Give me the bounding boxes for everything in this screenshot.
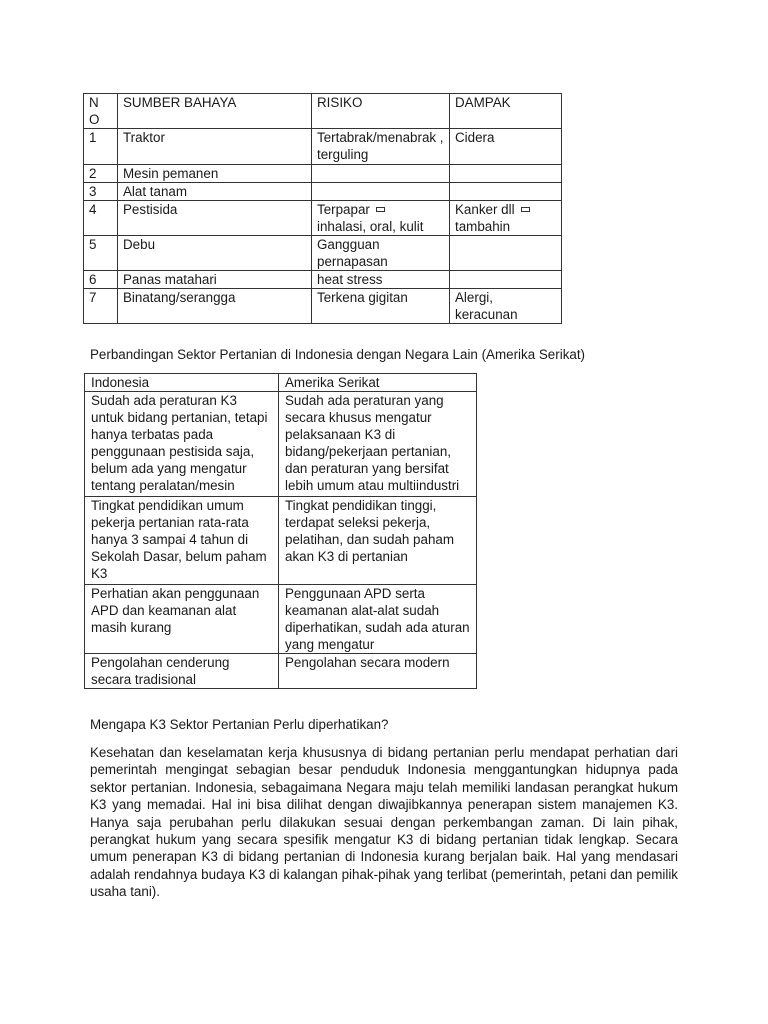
cell-text: Pengolahan secara modern [285, 655, 450, 670]
row-risk [312, 183, 450, 201]
comparison-caption: Perbandingan Sektor Pertanian di Indonesia dengan Negara Lain (Amerika Serikat) [90, 347, 586, 362]
cell-text: Sudah ada peraturan yang secara khusus mengatur pelaksanaan K3 di bidang/pekerjaan pertanian, dan peraturan yang bersifat lebih umum atau multiindustri [285, 393, 460, 493]
row-risk: Tertabrak/menabrak , terguling [312, 129, 450, 165]
cell-usa [279, 654, 477, 689]
row-source: Pestisida [118, 201, 312, 236]
row-source: Traktor [118, 129, 312, 165]
cell-indonesia [85, 392, 279, 497]
row-no: 2 [84, 165, 118, 183]
impact-line-1: Kanker dll [455, 202, 515, 217]
table-row [84, 236, 562, 271]
cell-text: Tingkat pendidikan umum pekerja pertanian rata-rata hanya 3 sampai 4 tahun di Sekolah Dasar, belum paham K3 [91, 498, 267, 581]
cell-text: Penggunaan APD serta keamanan alat-alat sudah diperhatikan, sudah ada aturan yang mengatur [285, 586, 470, 652]
table-row [84, 289, 562, 324]
row-source: Debu [118, 236, 312, 271]
row-risk: Terkena gigitan [312, 289, 450, 324]
cell-text: Sudah ada peraturan K3 untuk bidang pertanian, tetapi hanya terbatas pada penggunaan pestisida saja, belum ada yang mengatur tentang peralatan/mesin [91, 393, 268, 493]
risk-line-2: inhalasi, oral, kulit [317, 219, 424, 234]
row-no: 1 [84, 129, 118, 165]
table-row [84, 183, 562, 201]
row-source: Mesin pemanen [118, 165, 312, 183]
header-usa: Amerika Serikat [279, 374, 477, 392]
row-impact [450, 165, 562, 183]
row-no: 6 [84, 271, 118, 289]
placeholder-symbol-icon [376, 207, 385, 212]
impact-line-2: tambahin [455, 219, 511, 234]
table-row [84, 271, 562, 289]
hazard-table [83, 93, 562, 324]
table-row [84, 165, 562, 183]
comparison-table [84, 373, 477, 689]
risk-line-1: Terpapar [317, 202, 370, 217]
table-row [84, 129, 562, 165]
row-no: 7 [84, 289, 118, 324]
row-source: Binatang/serangga [118, 289, 312, 324]
table-row [85, 654, 477, 689]
table-row [84, 201, 562, 236]
header-indonesia: Indonesia [85, 374, 279, 392]
row-impact [450, 201, 562, 236]
header-impact: DAMPAK [450, 94, 562, 129]
row-risk [312, 201, 450, 236]
row-source: Panas matahari [118, 271, 312, 289]
row-impact [450, 183, 562, 201]
row-risk: Gangguan pernapasan [312, 236, 450, 271]
row-risk: heat stress [312, 271, 450, 289]
row-no: 5 [84, 236, 118, 271]
table-header-row [85, 374, 477, 392]
cell-text: Pengolahan cenderung secara tradisional [91, 655, 230, 687]
header-risk: RISIKO [312, 94, 450, 129]
header-source: SUMBER BAHAYA [118, 94, 312, 129]
row-impact [450, 236, 562, 271]
section-heading: Mengapa K3 Sektor Pertanian Perlu diperhatikan? [90, 717, 389, 732]
cell-text: Perhatian akan penggunaan APD dan keamanan alat masih kurang [91, 586, 260, 635]
table-row [85, 392, 477, 497]
header-no: N O [84, 94, 118, 129]
row-no: 4 [84, 201, 118, 236]
row-no: 3 [84, 183, 118, 201]
placeholder-symbol-icon [521, 207, 530, 212]
cell-usa [279, 392, 477, 497]
cell-text: Tingkat pendidikan tinggi, terdapat seleksi pekerja, pelatihan, dan sudah paham akan K3 di pertanian [285, 498, 455, 564]
table-row [85, 585, 477, 654]
row-impact [450, 271, 562, 289]
row-source: Alat tanam [118, 183, 312, 201]
row-risk [312, 165, 450, 183]
body-paragraph: Kesehatan dan keselamatan kerja khususnya di bidang pertanian perlu mendapat perhatian dari pemerintah mengingat sebagian besar penduduk Indonesia menggantungkan hidupnya pada sektor pertanian. Indonesia, sebagaimana Negara maju telah memiliki landasan perangkat hukum K3 yang memadai. Hal ini bisa dilihat dengan diwajibkannya penerapan sistem manajemen K3. Hanya saja perubahan perlu dilakukan sesuai dengan perkembangan zaman. Di lain pihak, perangkat hukum yang secara spesifik mengatur K3 di bidang pertanian tidak lengkap. Secara umum penerapan K3 di bidang pertanian di Indonesia kurang berjalan baik. Hal yang mendasari adalah rendahnya budaya K3 di kalangan pihak-pihak yang terlibat (pemerintah, petani dan pemilik usaha tani). [90, 745, 678, 900]
cell-usa [279, 585, 477, 654]
table-header-row [84, 94, 562, 129]
cell-indonesia [85, 497, 279, 585]
cell-indonesia [85, 585, 279, 654]
cell-indonesia [85, 654, 279, 689]
row-impact: Alergi, keracunan [450, 289, 562, 324]
table-row [85, 497, 477, 585]
row-impact: Cidera [450, 129, 562, 165]
cell-usa [279, 497, 477, 585]
